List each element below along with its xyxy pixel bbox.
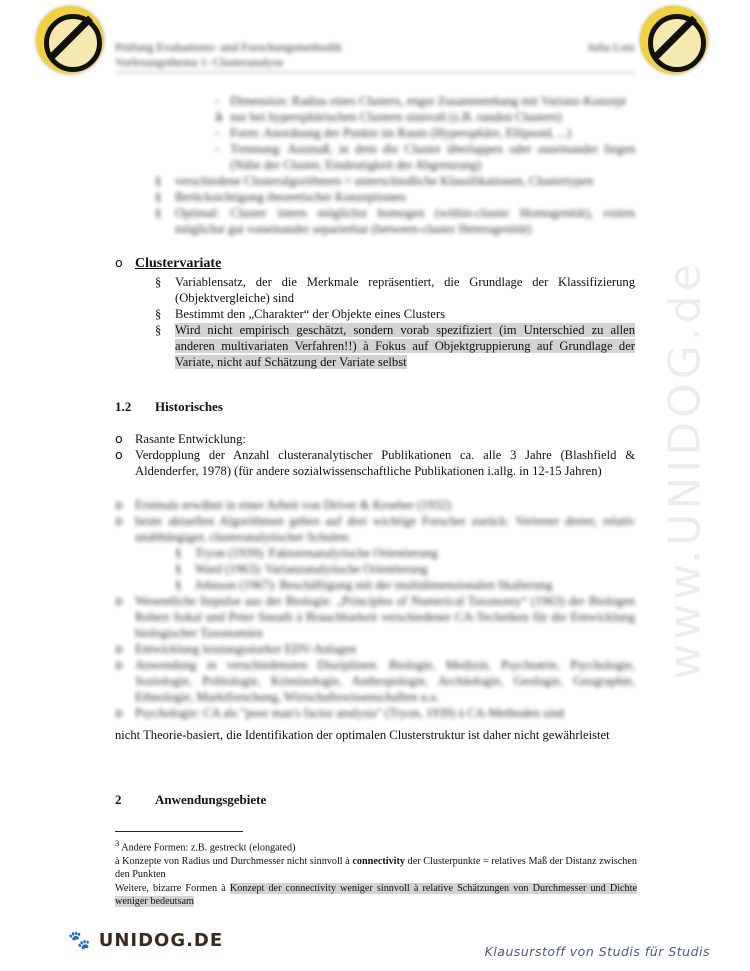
bullet-item-highlighted: § Wird nicht empirisch geschätzt, sondern vorab spezifiziert (im Unterschied zu allen anderen multivariaten Verfahren!!) à Fokus auf Objektgruppierung auf Grundlage der Variate, nicht auf Schätzung der Variate selbst [155,323,635,369]
footer-tagline: Klausurstoff von Studis für Studis [484,944,710,959]
list-item: o Erstmals erwähnt in einer Arbeit von Driver & Kroeber (1932) [115,497,451,512]
historisches-tail: nicht Theorie-basiert, die Identifikation der optimalen Clusterstruktur ist daher nicht gewährleistet [115,728,610,742]
watermark-seal-right-icon [640,6,708,74]
list-item: o Verdopplung der Anzahl clusteranalytischer Publikationen ca. alle 3 Jahre (Blashfield & Aldenderfer, 1978) (für andere sozialwissenschaftliche Publikationen i.allg. in 12-15 Jahren) [115,447,635,478]
header-course: Prüfung Evaluations- und Forschungsmethodik [115,40,342,54]
dash-item: à nur bei hypersphärischen Clustern sinnvoll (z.B. runden Clustern) [215,109,562,124]
dash-item: - Dimension: Radius eines Clusters, enger Zusammenhang mit Varianz-Konzept [215,93,627,108]
list-item: o Rasante Entwicklung: [115,431,246,446]
footer-logo-text: UNIDOG.DE [98,930,224,951]
bullet-item: § verschiedene Clusteralgorithmen = unterschiedliche Klassifikationen, Clustertypen [155,174,594,188]
side-watermark [655,260,715,680]
section-heading-historisches: 1.2 Historisches [115,399,223,414]
bullet-item: § Bestimmt den „Charakter“ der Objekte eines Clusters [155,307,445,321]
header-topic: Vorlesungsthema 1: Clusteranalyse [115,55,284,69]
header-rule [115,72,635,73]
footnote [115,837,637,909]
footer-logo [68,930,223,951]
footnote-rule [115,831,243,832]
section-heading-anwendungsgebiete: 2 Anwendungsgebiete [115,792,267,807]
clustervariate-heading: Clustervariate [135,256,222,271]
bullet-item: § Berücksichtigung theoretischer Konzeptionen [155,190,406,204]
bullet-item: § Optimal: Cluster intern möglichst homogen (within-cluster Homogenität), extern möglichst gut voneinander separierbar (between-cluster Heterogenität) [155,206,635,236]
sub-item: § Ward (1963): Varianzanalytische Orientierung [175,562,428,576]
bullet-item: § Variablensatz, der die Merkmale repräsentiert, die Grundlage der Klassifizierung (Objektvergleiche) sind [155,275,635,305]
footnote-line-2: à Konzepte von Radius und Durchmesser nicht sinnvoll à connectivity der Clusterpunkte = relatives Maß der Distanz zwischen den Punkten [115,855,637,881]
clustervariate-heading-row: o Clustervariate [115,255,222,271]
list-item: o Psychologie: CA als "poor man's factor analysis" (Tryon, 1939) à CA-Methoden sind [115,705,565,720]
blurred-top-block [115,93,635,237]
historisches-blurred [115,497,635,721]
watermark-seal-left-icon [36,6,104,74]
dash-item: - Form: Anordnung der Punkte im Raum (Hypersphäre, Ellipsoid, ...) [215,125,572,140]
dash-item: - Trennung: Ausmaß, in dem die Cluster überlappen oder auseinander liegen (Nähe der Cluster, Eindeutigkeit der Abgrenzung) [215,141,635,172]
header-author: Julia Lotz [587,40,635,54]
list-item: o heute aktuellen Algorithmen gehen auf drei wichtige Forscher zurück: Vertreter dreier, relativ unabhängiger, clusteranalytischer Schulen: [115,513,635,544]
footnote-line-1: $^3$ Andere Formen: z.B. gestreckt (elongated) [115,838,296,854]
page-header-left [115,40,342,70]
list-item: o Entwicklung leistungsstarker EDV-Anlagen [115,641,357,656]
dog-paw-icon: 🐾 [68,930,92,951]
sub-item: § Tryon (1939): Faktorenanalytische Orientierung [175,546,438,560]
historisches-list [115,431,635,479]
list-item: o Wesentliche Impulse aus der Biologie: „Principles of Numerical Taxonomy“ (1963) der Biologen Robert Sokal und Peter Sneath à Brauchbarkeit verschiedener CA-Techniken für die Entwicklung biologischer Taxonomien [115,593,635,640]
list-item: o Anwendung in verschiedensten Disziplinen: Biologie, Medizin, Psychiatrie, Psychologie, Soziologie, Politologie, Kriminologie, Anthropologie, Archäologie, Geologie, Geographie, Ethnologie, Marktforschung, Wirtschaftswissenschaften u.a. [115,657,635,704]
clustervariate-section [115,255,635,370]
footnote-line-3: Weitere, bizarre Formen à Konzept der connectivity weniger sinnvoll à relative Schätzungen von Durchmesser und Dichte weniger bedeutsam [115,882,637,908]
sub-item: § Johnson (1967): Beschäftigung mit der multidimensionalen Skalierung [175,578,553,592]
side-watermark-text: www.UNIDOG.de [659,260,711,680]
